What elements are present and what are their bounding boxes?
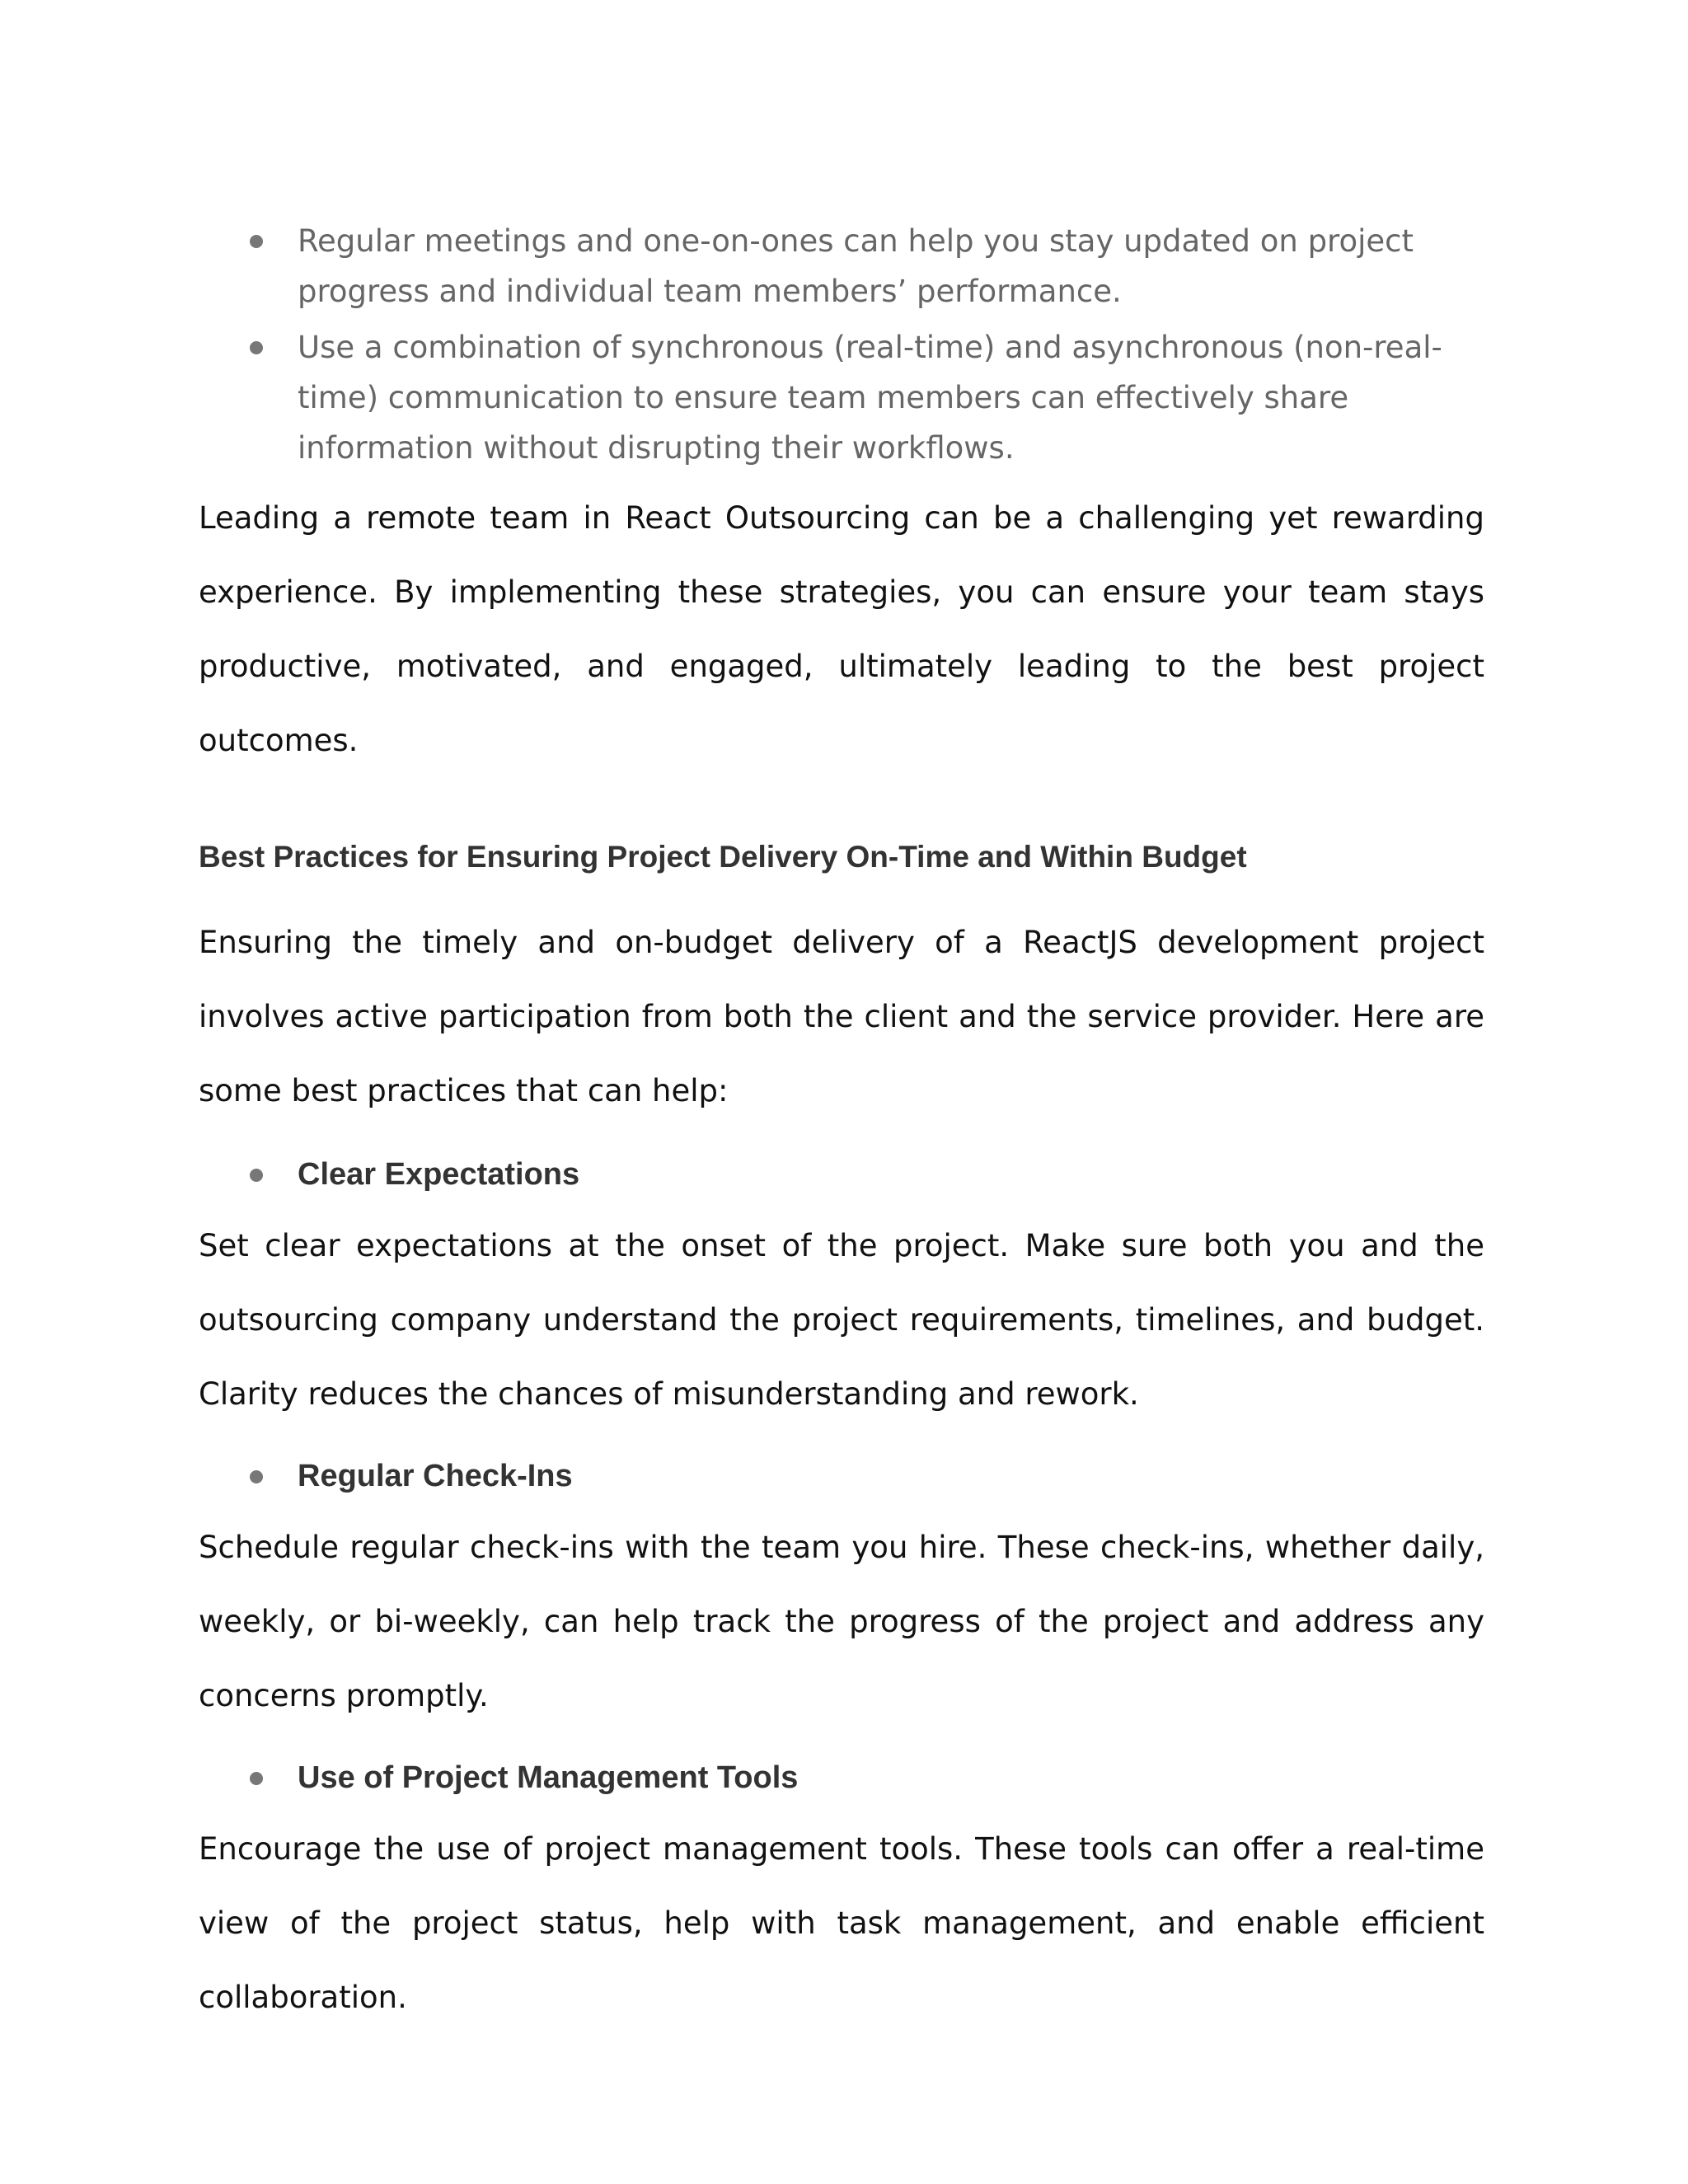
bullet-icon [250,235,263,248]
page-content [199,216,1484,2035]
practice-title: Regular Check-Ins [298,1459,573,1493]
practice-body: Set clear expectations at the onset of the project. Make sure both you and the outsourcing company understand the project requirements, timelines, and budget. Clarity reduces the chances of misunderstanding and rework. [199,1228,1484,1412]
bullet-icon [250,1470,263,1483]
section-intro-paragraph: Ensuring the timely and on-budget delivery of a ReactJS development project involves active participation from both the client and the service provider. Here are some best practices that can help: [199,925,1484,1108]
list-item-text: Use a combination of synchronous (real-time) and asynchronous (non-real-time) communication to ensure team members can effectively share information without disrupting their workflows. [298,330,1442,466]
list-item [199,216,1484,316]
practice-body: Schedule regular check-ins with the team you hire. These check-ins, whether daily, weekly, or bi-weekly, can help track the progress of the project and address any concerns promptly. [199,1530,1484,1713]
bullet-icon [250,1772,263,1785]
practice-heading-regular-check-ins [199,1455,1484,1497]
conclusion-paragraph: Leading a remote team in React Outsourcing can be a challenging yet rewarding experience. By implementing these strategies, you can ensure your team stays productive, motivated, and engaged, ultimately leading to the best project outcomes. [199,500,1484,758]
list-item-text: Regular meetings and one-on-ones can help you stay updated on project progress and individual team members’ performance. [298,223,1414,309]
list-item [199,322,1484,473]
section-heading: Best Practices for Ensuring Project Delivery On-Time and Within Budget [199,840,1247,874]
bullet-icon [250,1169,263,1182]
practice-heading-project-management-tools [199,1756,1484,1799]
bullet-icon [250,341,263,354]
intro-bullet-list [199,216,1484,473]
practice-title: Clear Expectations [298,1157,580,1192]
practice-body: Encourage the use of project management tools. These tools can offer a real-time view of the project status, help with task management, and enable efficient collaboration. [199,1831,1484,2015]
practice-title: Use of Project Management Tools [298,1760,799,1795]
practice-heading-clear-expectations [199,1153,1484,1196]
